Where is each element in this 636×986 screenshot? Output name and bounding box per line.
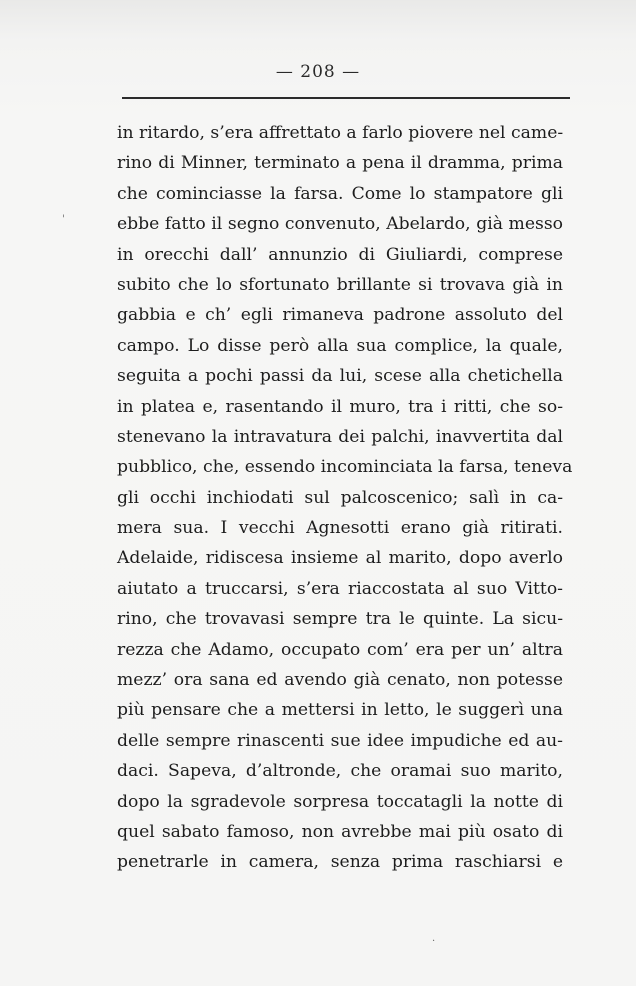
text-line: stenevano la intravatura dei palchi, inavvertita dal bbox=[117, 426, 563, 447]
page-body-text bbox=[117, 118, 573, 878]
text-line: mezz’ ora sana ed avendo già cenato, non potesse bbox=[117, 670, 563, 691]
text-line: quel sabato famoso, non avrebbe mai più osato di bbox=[117, 821, 563, 842]
text-line: che cominciasse la farsa. Come lo stampatore gli bbox=[117, 183, 563, 204]
text-line: in orecchi dall’ annunzio di Giuliardi, comprese bbox=[117, 244, 563, 265]
text-line: gli occhi inchiodati sul palcoscenico; salì in ca- bbox=[117, 487, 563, 508]
text-line: aiutato a truccarsi, s’era riaccostata al suo Vitto- bbox=[117, 578, 563, 599]
text-line: ebbe fatto il segno convenuto, Abelardo, già messo bbox=[117, 214, 563, 235]
text-line: campo. Lo disse però alla sua complice, la quale, bbox=[117, 335, 563, 356]
text-line: subito che lo sfortunato brillante si trovava già in bbox=[117, 274, 563, 295]
text-line: in platea e, rasentando il muro, tra i ritti, che so- bbox=[117, 396, 563, 417]
text-line: seguita a pochi passi da lui, scese alla chetichella bbox=[117, 366, 563, 387]
paper-speck-decoration: · bbox=[432, 936, 436, 947]
text-line: delle sempre rinascenti sue idee impudiche ed au- bbox=[117, 730, 563, 751]
paper-speck-decoration: ' bbox=[62, 214, 65, 225]
text-line: penetrarle in camera, senza prima raschiarsi e bbox=[117, 852, 563, 873]
text-line: mera sua. I vecchi Agnesotti erano già ritirati. bbox=[117, 518, 563, 539]
text-line: dopo la sgradevole sorpresa toccatagli la notte di bbox=[117, 791, 563, 812]
text-line: Adelaide, ridiscesa insieme al marito, dopo averlo bbox=[117, 548, 563, 569]
text-line: in ritardo, s’era affrettato a farlo piovere nel came- bbox=[117, 123, 564, 143]
text-line: rino, che trovavasi sempre tra le quinte. La sicu- bbox=[117, 609, 563, 630]
text-line: più pensare che a mettersi in letto, le suggerì una bbox=[117, 700, 563, 721]
text-line: rino di Minner, terminato a pena il dramma, prima bbox=[117, 153, 563, 174]
text-line: pubblico, che, essendo incominciata la farsa, teneva bbox=[117, 457, 573, 478]
page-number-header: — 208 — bbox=[275, 62, 361, 82]
text-line: rezza che Adamo, occupato com’ era per un’ altra bbox=[117, 639, 563, 660]
header-rule bbox=[122, 97, 570, 99]
text-line: daci. Sapeva, d’altronde, che oramai suo marito, bbox=[117, 761, 563, 782]
text-line: gabbia e ch’ egli rimaneva padrone assoluto del bbox=[117, 305, 563, 326]
